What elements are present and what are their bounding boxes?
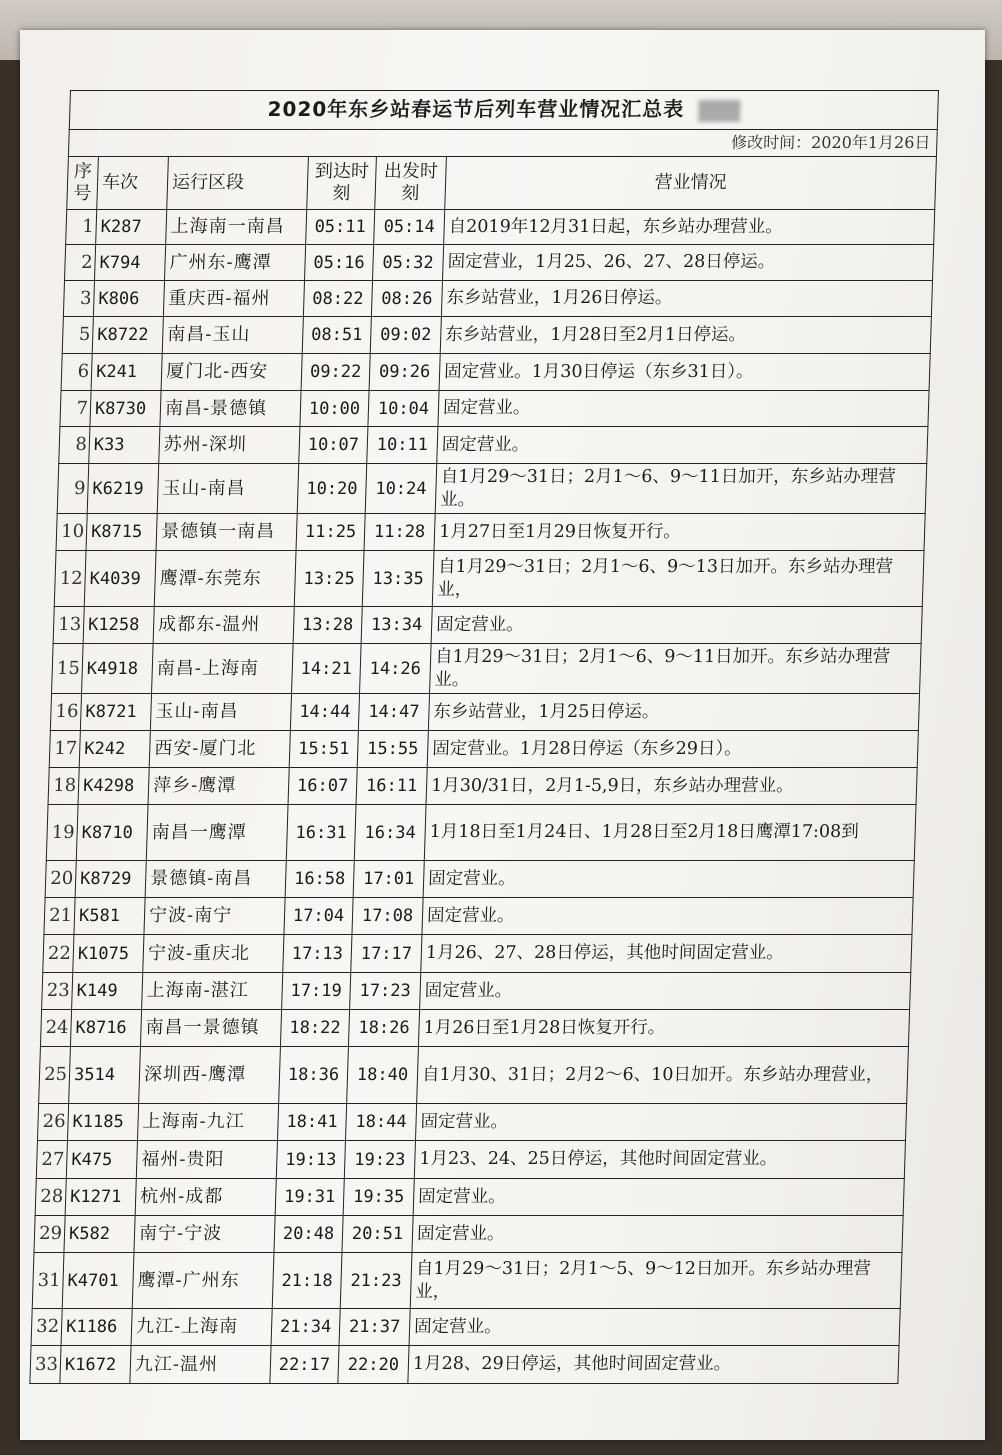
business-info: 固定营业，1月25、26、27、28日停运。	[443, 245, 934, 281]
train-number: K8730	[90, 391, 161, 427]
route-segment: 上海南一南昌	[166, 210, 307, 245]
page-title: 2020年东乡站春运节后列车营业情况汇总表	[267, 97, 685, 122]
train-number: K1672	[60, 1346, 131, 1384]
train-number: K4298	[78, 768, 149, 805]
table-row	[63, 281, 932, 317]
train-number: K8710	[76, 805, 148, 861]
business-info: 固定营业。	[438, 391, 929, 427]
departure-time: 17:08	[352, 898, 423, 935]
table-row	[60, 391, 929, 427]
table-row	[62, 317, 931, 354]
table-row	[56, 514, 925, 551]
route-segment: 杭州-成都	[135, 1179, 276, 1216]
row-number: 2	[65, 245, 96, 281]
departure-time: 20:51	[342, 1216, 413, 1253]
departure-time: 18:44	[345, 1104, 416, 1141]
route-segment: 上海南-九江	[137, 1104, 278, 1141]
arrival-time: 15:51	[289, 731, 358, 768]
route-segment: 福州-贵阳	[136, 1141, 277, 1179]
table-row	[34, 1216, 903, 1253]
row-number: 13	[53, 607, 84, 644]
departure-time: 14:47	[358, 694, 429, 731]
train-number: K581	[74, 898, 145, 935]
route-segment: 成都东-温州	[153, 607, 294, 644]
business-info: 固定营业。	[423, 861, 914, 898]
business-info: 东乡站营业，1月25日停运。	[428, 694, 919, 731]
table-row	[32, 1253, 902, 1309]
arrival-time: 20:48	[274, 1216, 343, 1253]
arrival-time: 17:13	[283, 935, 352, 973]
arrival-time: 09:22	[301, 354, 370, 391]
table-row	[37, 1104, 906, 1141]
business-info: 东乡站营业，1月26日停运。	[441, 281, 932, 317]
row-number: 21	[44, 898, 75, 935]
business-info: 自1月29～31日；2月1～6、9～13日加开。东乡站办理营业，	[432, 551, 924, 607]
departure-time: 13:35	[362, 551, 434, 607]
header-arrive: 到达时刻	[307, 157, 377, 210]
route-segment: 景德镇一南昌	[156, 514, 297, 551]
route-segment: 南昌一景德镇	[140, 1010, 281, 1047]
arrival-time: 13:25	[294, 551, 364, 607]
departure-time: 22:20	[338, 1346, 409, 1384]
arrival-time: 19:31	[275, 1179, 344, 1216]
train-number: K8715	[86, 514, 157, 551]
route-segment: 萍乡-鹰潭	[148, 768, 289, 805]
train-number: K1271	[65, 1179, 136, 1216]
departure-time: 18:26	[348, 1010, 419, 1047]
table-row	[31, 1309, 900, 1346]
departure-time: 10:04	[368, 391, 439, 427]
route-segment: 鹰潭-广州东	[132, 1253, 274, 1309]
route-segment: 玉山-南昌	[157, 464, 299, 514]
table-row	[49, 731, 918, 768]
departure-time: 08:26	[371, 281, 442, 317]
departure-time: 18:40	[347, 1047, 419, 1104]
business-info: 固定营业。1月30日停运（东乡31日）。	[439, 354, 930, 391]
arrival-time: 17:04	[284, 898, 353, 935]
header-route: 运行区段	[167, 157, 309, 210]
row-number: 16	[50, 694, 81, 731]
departure-time: 05:32	[373, 245, 444, 281]
route-segment: 九江-温州	[130, 1346, 271, 1384]
row-number: 20	[45, 861, 76, 898]
train-number: K4039	[84, 551, 156, 607]
row-number: 7	[60, 391, 91, 427]
row-number: 33	[30, 1346, 61, 1384]
business-info: 固定营业。1月28日停运（东乡29日）。	[427, 731, 918, 768]
business-info: 固定营业。	[420, 973, 911, 1010]
business-info: 1月26、27、28日停运，其他时间固定营业。	[421, 935, 912, 973]
table-title-cell	[69, 91, 938, 130]
arrival-time: 10:00	[300, 391, 369, 427]
redacted-mark	[698, 100, 741, 122]
route-segment: 西安-厦门北	[149, 731, 290, 768]
table-row	[40, 1010, 909, 1047]
business-info: 自1月29～31日；2月1～5、9～12日加开。东乡站办理营业，	[410, 1253, 902, 1309]
departure-time: 16:11	[356, 768, 427, 805]
train-number: K1186	[61, 1309, 132, 1346]
row-number: 25	[39, 1047, 71, 1104]
row-number: 28	[35, 1179, 66, 1216]
arrival-time: 22:17	[270, 1346, 339, 1384]
table-row	[39, 1047, 909, 1104]
business-info: 1月28、29日停运，其他时间固定营业。	[408, 1346, 899, 1384]
business-info: 固定营业。	[409, 1309, 900, 1346]
table-row	[66, 210, 935, 245]
departure-time: 17:17	[351, 935, 422, 973]
train-number: K1185	[67, 1104, 138, 1141]
departure-time: 10:24	[365, 464, 437, 514]
route-segment: 南昌-玉山	[162, 317, 303, 354]
route-segment: 苏州-深圳	[159, 427, 300, 464]
business-info: 固定营业。	[415, 1104, 906, 1141]
train-number: K242	[79, 731, 150, 768]
row-number: 1	[66, 210, 97, 245]
row-number: 23	[42, 973, 73, 1010]
schedule-table	[29, 90, 939, 1384]
row-number: 32	[31, 1309, 62, 1346]
arrival-time: 05:16	[305, 245, 374, 281]
departure-time: 05:14	[374, 210, 445, 245]
arrival-time: 14:44	[290, 694, 359, 731]
table-row	[36, 1141, 905, 1179]
row-number: 29	[34, 1216, 65, 1253]
arrival-time: 16:31	[286, 805, 356, 861]
row-number: 12	[54, 551, 86, 607]
arrival-time: 18:36	[279, 1047, 349, 1104]
table-sheet	[29, 90, 939, 1384]
arrival-time: 21:34	[271, 1309, 340, 1346]
train-number: K1258	[83, 607, 154, 644]
business-info: 固定营业。	[437, 427, 928, 464]
departure-time: 16:34	[354, 805, 426, 861]
route-segment: 景德镇-南昌	[145, 861, 286, 898]
row-number: 22	[43, 935, 74, 973]
train-number: K582	[64, 1216, 135, 1253]
table-row	[61, 354, 930, 391]
table-row	[50, 694, 919, 731]
train-number: K806	[93, 281, 164, 317]
arrival-time: 17:19	[282, 973, 351, 1010]
business-info: 1月18日至1月24日、1月28日至2月18日鹰潭17:08到	[424, 805, 916, 861]
train-number: K8716	[70, 1010, 141, 1047]
route-segment: 重庆西-福州	[163, 281, 304, 317]
business-info: 自1月29～31日；2月1～6、9～11日加开。东乡站办理营业。	[430, 644, 922, 694]
business-info: 自1月30、31日；2月2～6、10日加开。东乡站办理营业，	[417, 1047, 909, 1104]
arrival-time: 11:25	[296, 514, 365, 551]
arrival-time: 16:58	[285, 861, 354, 898]
table-row	[54, 551, 924, 607]
business-info: 自2019年12月31日起，东乡站办理营业。	[444, 210, 935, 245]
departure-time: 17:01	[353, 861, 424, 898]
row-number: 9	[57, 464, 89, 514]
departure-time: 09:26	[369, 354, 440, 391]
route-segment: 南昌-上海南	[152, 644, 294, 694]
row-number: 15	[52, 644, 84, 694]
business-info: 1月26日至1月28日恢复开行。	[418, 1010, 909, 1047]
route-segment: 鹰潭-东莞东	[154, 551, 296, 607]
train-number: K475	[66, 1141, 137, 1179]
table-row	[59, 427, 928, 464]
header-depart: 出发时刻	[375, 157, 447, 210]
route-segment: 厦门北-西安	[161, 354, 302, 391]
business-info: 固定营业。	[413, 1179, 904, 1216]
business-info: 1月30/31日，2月1-5,9日，东乡站办理营业。	[426, 768, 917, 805]
row-number: 3	[63, 281, 94, 317]
table-row	[48, 768, 917, 805]
table-row	[45, 861, 914, 898]
arrival-time: 19:13	[276, 1141, 345, 1179]
arrival-time: 08:51	[302, 317, 371, 354]
arrival-time: 16:07	[288, 768, 357, 805]
train-number: K6219	[87, 464, 159, 514]
row-number: 8	[59, 427, 90, 464]
row-number: 17	[49, 731, 80, 768]
arrival-time: 18:22	[280, 1010, 349, 1047]
route-segment: 宁波-南宁	[144, 898, 285, 935]
table-row	[30, 1346, 899, 1384]
header-row	[67, 157, 937, 210]
paper-sheet	[20, 30, 985, 1440]
train-number: K241	[91, 354, 162, 391]
route-segment: 南昌一鹰潭	[146, 805, 288, 861]
table-row	[57, 464, 927, 514]
row-number: 24	[40, 1010, 71, 1047]
train-number: K8722	[92, 317, 163, 354]
departure-time: 13:34	[361, 607, 432, 644]
table-row	[35, 1179, 904, 1216]
arrival-time: 05:11	[306, 210, 375, 245]
business-info: 固定营业。	[422, 898, 913, 935]
departure-time: 15:55	[357, 731, 428, 768]
departure-time: 09:02	[370, 317, 441, 354]
row-number: 6	[61, 354, 92, 391]
departure-time: 14:26	[360, 644, 432, 694]
train-number: K4918	[82, 644, 154, 694]
departure-time: 21:37	[339, 1309, 410, 1346]
table-row	[52, 644, 922, 694]
train-number: K33	[89, 427, 160, 464]
business-info: 东乡站营业，1月28日至2月1日停运。	[440, 317, 931, 354]
row-number: 26	[37, 1104, 68, 1141]
departure-time: 10:11	[367, 427, 438, 464]
departure-time: 21:23	[340, 1253, 412, 1309]
table-row	[53, 607, 922, 644]
table-row	[46, 805, 916, 861]
route-segment: 深圳西-鹰潭	[139, 1047, 281, 1104]
business-info: 自1月29～31日；2月1～6、9～11日加开，东乡站办理营业。	[435, 464, 927, 514]
row-number: 18	[48, 768, 79, 805]
row-number: 31	[32, 1253, 64, 1309]
route-segment: 玉山-南昌	[150, 694, 291, 731]
row-number: 27	[36, 1141, 67, 1179]
arrival-time: 08:22	[303, 281, 372, 317]
train-number: K794	[95, 245, 166, 281]
train-number: K287	[96, 210, 167, 245]
arrival-time: 13:28	[293, 607, 362, 644]
train-number: 3514	[69, 1047, 141, 1104]
train-number: K8729	[75, 861, 146, 898]
route-segment: 南宁-宁波	[134, 1216, 275, 1253]
route-segment: 宁波-重庆北	[143, 935, 284, 973]
business-info: 固定营业。	[431, 607, 922, 644]
arrival-time: 10:07	[299, 427, 368, 464]
arrival-time: 14:21	[292, 644, 362, 694]
arrival-time: 10:20	[297, 464, 367, 514]
header-info: 营业情况	[445, 157, 937, 210]
table-row	[65, 245, 934, 281]
route-segment: 上海南-湛江	[142, 973, 283, 1010]
route-segment: 南昌-景德镇	[160, 391, 301, 427]
row-number: 19	[46, 805, 78, 861]
row-number: 5	[62, 317, 93, 354]
train-number: K8721	[80, 694, 151, 731]
row-number: 10	[56, 514, 87, 551]
business-info: 1月27日至1月29日恢复开行。	[434, 514, 925, 551]
train-number: K1075	[73, 935, 144, 973]
departure-time: 19:35	[343, 1179, 414, 1216]
header-train: 车次	[97, 157, 169, 210]
header-no: 序号	[67, 157, 99, 210]
business-info: 固定营业。	[412, 1216, 903, 1253]
route-segment: 九江-上海南	[131, 1309, 272, 1346]
table-row	[44, 898, 913, 935]
modified-date: 修改时间：2020年1月26日	[68, 130, 937, 157]
table-row	[42, 973, 911, 1010]
arrival-time: 21:18	[272, 1253, 342, 1309]
train-number: K149	[72, 973, 143, 1010]
table-row	[43, 935, 912, 973]
business-info: 1月23、24、25日停运，其他时间固定营业。	[414, 1141, 905, 1179]
train-number: K4701	[62, 1253, 134, 1309]
arrival-time: 18:41	[277, 1104, 346, 1141]
departure-time: 17:23	[350, 973, 421, 1010]
departure-time: 19:23	[344, 1141, 415, 1179]
route-segment: 广州东-鹰潭	[165, 245, 306, 281]
departure-time: 11:28	[364, 514, 435, 551]
